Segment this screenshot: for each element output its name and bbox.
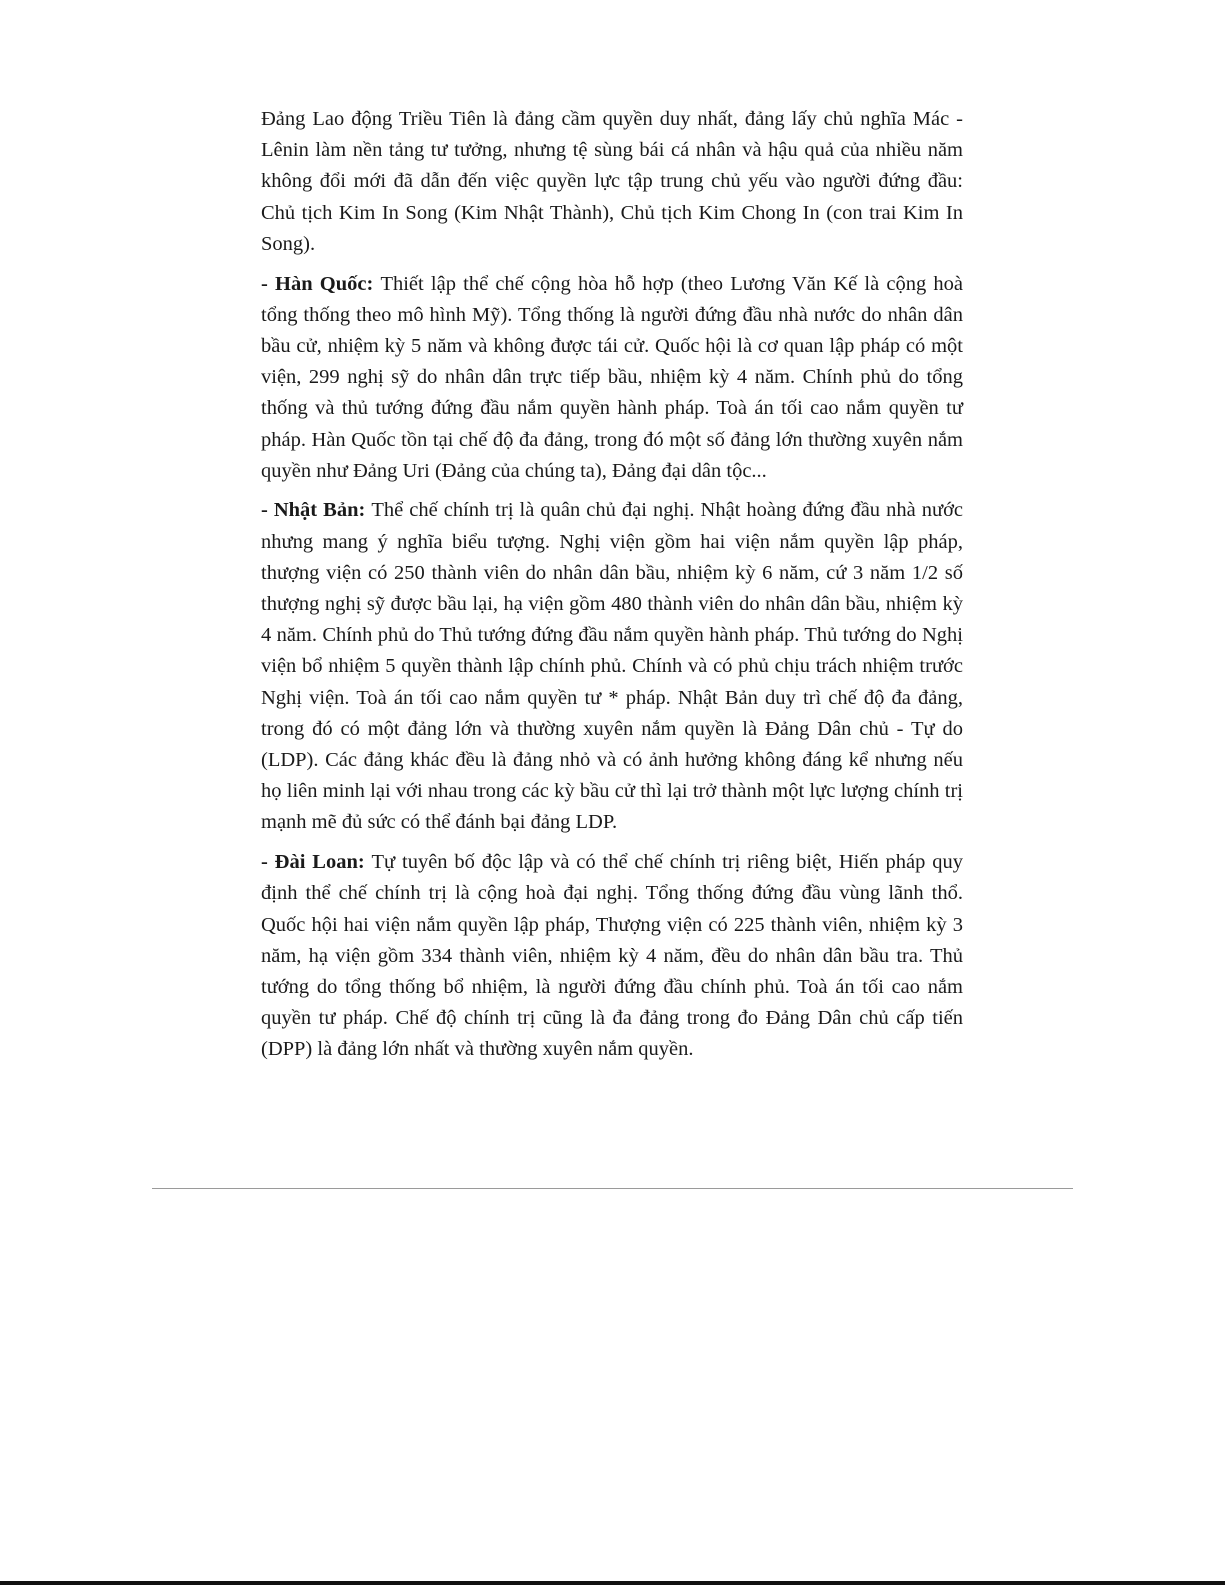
page-bottom-edge: [0, 1581, 1225, 1585]
paragraph-japan: [261, 495, 963, 838]
page-divider: [152, 1188, 1073, 1189]
paragraph-text: Đảng Lao động Triều Tiên là đảng cầm quyền duy nhất, đảng lấy chủ nghĩa Mác - Lênin làm nền tảng tư tưởng, nhưng tệ sùng bái cá nhân và hậu quả của nhiều năm không đổi mới đã dẫn đến việc quyền lực tập trung chủ yếu vào người đứng đầu: Chủ tịch Kim In Song (Kim Nhật Thành), Chủ tịch Kim Chong In (con trai Kim In Song).: [261, 108, 963, 255]
paragraph-north-korea: [261, 104, 963, 260]
paragraph-text: Thể chế chính trị là quân chủ đại nghị. Nhật hoàng đứng đầu nhà nước nhưng mang ý nghĩa biểu tượng. Nghị viện gồm hai viện nắm quyền lập pháp, thượng viện có 250 thành viên do nhân dân bầu, nhiệm kỳ 6 năm, cứ 3 năm 1/2 số thượng nghị sỹ được bầu lại, hạ viện gồm 480 thành viên do nhân dân bầu, nhiệm kỳ 4 năm. Chính phủ do Thủ tướng đứng đầu nắm quyền hành pháp. Thủ tướng do Nghị viện bổ nhiệm 5 quyền thành lập chính phủ. Chính và có phủ chịu trách nhiệm trước Nghị viện. Toà án tối cao nắm quyền tư * pháp. Nhật Bản duy trì chế độ đa đảng, trong đó có một đảng lớn và thường xuyên nắm quyền là Đảng Dân chủ - Tự do (LDP). Các đảng khác đều là đảng nhỏ và có ảnh hưởng không đáng kể nhưng nếu họ liên minh lại với nhau trong các kỳ bầu cử thì lại trở thành một lực lượng chính trị mạnh mẽ đủ sức có thể đánh bại đảng LDP.: [261, 499, 964, 834]
paragraph-heading: - Đài Loan:: [261, 851, 372, 874]
paragraph-taiwan: [261, 847, 963, 1065]
document-body: [261, 104, 963, 1074]
paragraph-heading: - Nhật Bản:: [261, 499, 372, 522]
paragraph-text: Thiết lập thể chế cộng hòa hỗ hợp (theo Lương Văn Kế là cộng hoà tổng thống theo mô hình Mỹ). Tổng thống là người đứng đầu nhà nước do nhân dân bầu cử, nhiệm kỳ 5 năm và không được tái cử. Quốc hội là cơ quan lập pháp có một viện, 299 nghị sỹ do nhân dân trực tiếp bầu, nhiệm kỳ 4 năm. Chính phủ do tổng thống và thủ tướng đứng đầu nắm quyền hành pháp. Toà án tối cao nắm quyền tư pháp. Hàn Quốc tồn tại chế độ đa đảng, trong đó một số đảng lớn thường xuyên nắm quyền như Đảng Uri (Đảng của chúng ta), Đảng đại dân tộc...: [261, 272, 963, 482]
paragraph-heading: - Hàn Quốc:: [261, 272, 381, 295]
paragraph-text: Tự tuyên bố độc lập và có thể chế chính trị riêng biệt, Hiến pháp quy định thể chế chính trị là cộng hoà đại nghị. Tổng thống đứng đầu vùng lãnh thổ. Quốc hội hai viện nắm quyền lập pháp, Thượng viện có 225 thành viên, nhiệm kỳ 3 năm, hạ viện gồm 334 thành viên, nhiệm kỳ 4 năm, đều do nhân dân bầu tra. Thủ tướng do tổng thống bổ nhiệm, là người đứng đầu chính phủ. Toà án tối cao nắm quyền tư pháp. Chế độ chính trị cũng là đa đảng trong đo Đảng Dân chủ cấp tiến (DPP) là đảng lớn nhất và thường xuyên nắm quyền.: [261, 851, 963, 1061]
paragraph-south-korea: [261, 269, 963, 487]
